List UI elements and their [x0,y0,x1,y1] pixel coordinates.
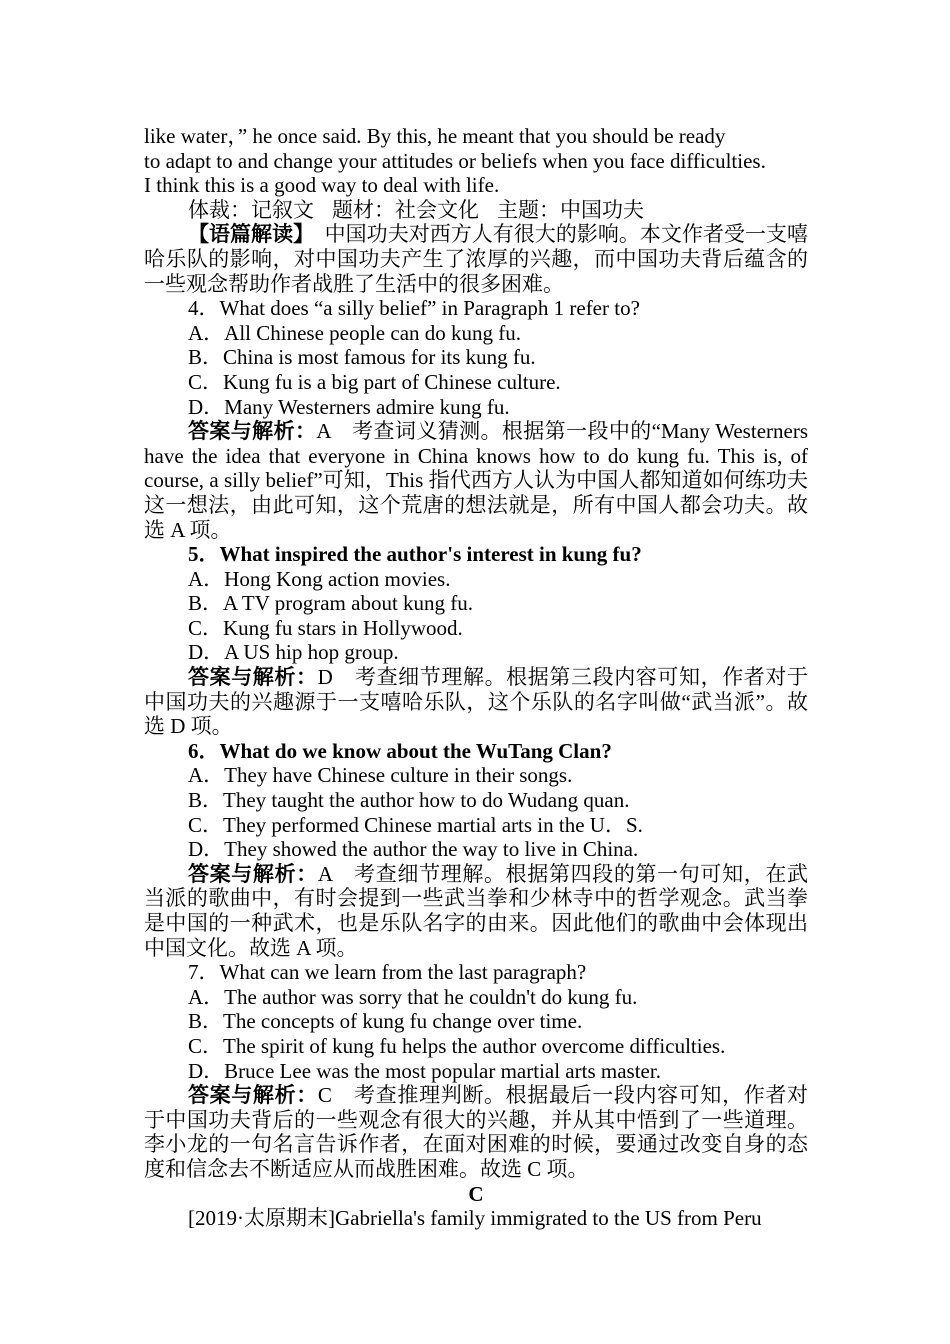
genre-label: 体裁： [188,197,251,222]
option-a: A．They have Chinese culture in their songs. [188,763,573,788]
question-number: 7． [188,960,220,985]
question-stem [144,739,808,764]
question-text: What does “a silly belief” in Paragraph 1 refer to? [219,296,640,321]
answer-text: C 考查推理判断。根据最后一段内容可知，作者对于中国功夫背后的一些观念有很大的兴趣，并从其中悟到了一些道理。李小龙的一句名言告诉作者，在面对困难的时候，要通过改变自身的态度和信念去不断适应从而战胜困难。故选 C 项。 [144,1083,808,1181]
option-a: A．The author was sorry that he couldn't do kung fu. [188,984,638,1009]
option-d: D．Bruce Lee was the most popular martial arts master. [188,1058,661,1083]
option-a: A．All Chinese people can do kung fu. [188,320,522,345]
section-first-line: [2019·太原期末]Gabriella's family immigrated to the US from Peru [188,1206,762,1231]
question-7 [144,960,808,1181]
answer-explanation [144,419,808,542]
reading-note-label: 【语篇解读】 [188,222,304,247]
answer-explanation [144,1083,808,1181]
question-5 [144,542,808,739]
question-stem [144,960,808,985]
answer-label: 答案与解析： [188,665,318,690]
answer-label: 答案与解析： [188,861,318,886]
answer-label: 答案与解析： [188,419,317,444]
topic-label: 题材： [332,197,395,222]
option-c: C．Kung fu stars in Hollywood. [188,615,463,640]
option-b: B．They taught the author how to do Wudang quan. [188,788,630,813]
reading-note [144,222,808,296]
section-heading: C [468,1181,484,1206]
reading-note-text: 中国功夫对西方人有很大的影响。本文作者受一支嘻哈乐队的影响，对中国功夫产生了浓厚的兴趣，而中国功夫背后蕴含的一些观念帮助作者战胜了生活中的很多困难。 [144,222,809,296]
answer-text: D 考查细节理解。根据第三段内容可知，作者对于中国功夫的兴趣源于一支嘻哈乐队，这个乐队的名字叫做“武当派”。故选 D 项。 [144,665,808,739]
option-d: D．They showed the author the way to live in China. [188,837,639,862]
question-number: 4． [188,296,220,321]
option-b: B．China is most famous for its kung fu. [188,345,536,370]
genre-value: 记叙文 [251,197,314,222]
option-d: D．A US hip hop group. [188,640,399,665]
option-c: C．They performed Chinese martial arts in the U．S. [188,812,643,837]
question-number: 5． [188,542,220,567]
question-number: 6． [188,738,220,763]
topic-value: 社会文化 [395,197,479,222]
passage-end-line: like water，” he once said. By this, he meant that you should be ready [144,124,726,148]
answer-text: A 考查细节理解。根据第四段的第一句可知，在武当派的歌曲中，有时会提到一些武当拳和少林寺中的哲学观念。武当拳是中国的一种武术，也是乐队名字的由来。因此他们的歌曲中会体现出中国文化。故选 A 项。 [144,861,808,960]
option-c: C．The spirit of kung fu helps the author overcome difficulties. [188,1033,726,1058]
question-stem [144,296,808,321]
option-a: A．Hong Kong action movies. [188,566,451,591]
passage-end-line: to adapt to and change your attitudes or beliefs when you face difficulties. [144,148,766,173]
passage-end-line: I think this is a good way to deal with life. [144,173,500,198]
theme-value: 中国功夫 [560,197,644,222]
question-text: What can we learn from the last paragraph? [219,960,587,985]
question-text: What inspired the author's interest in kung fu? [219,542,642,567]
answer-explanation [144,862,808,960]
answer-label: 答案与解析： [188,1083,318,1108]
theme-label: 主题： [497,197,560,222]
article-meta [144,198,808,223]
option-d: D．Many Westerners admire kung fu. [188,394,510,419]
answer-text: A 考查词义猜测。根据第一段中的“Many Westerners have the idea that everyone in China knows how to do kung fu. This is, of course, a silly belief”可知，This 指代西方人认为中国人都知道如何练功夫这一想法，由此可知，这个荒唐的想法就是，所有中国人都会功夫。故选 A 项。 [144,419,808,542]
question-text: What do we know about the WuTang Clan? [219,738,612,763]
answer-explanation [144,665,808,739]
document-body [144,124,808,1231]
option-b: B．A TV program about kung fu. [188,591,474,616]
question-4 [144,296,808,542]
option-c: C．Kung fu is a big part of Chinese culture. [188,369,561,394]
question-stem [144,542,808,567]
question-6 [144,739,808,960]
option-b: B．The concepts of kung fu change over time. [188,1009,583,1034]
